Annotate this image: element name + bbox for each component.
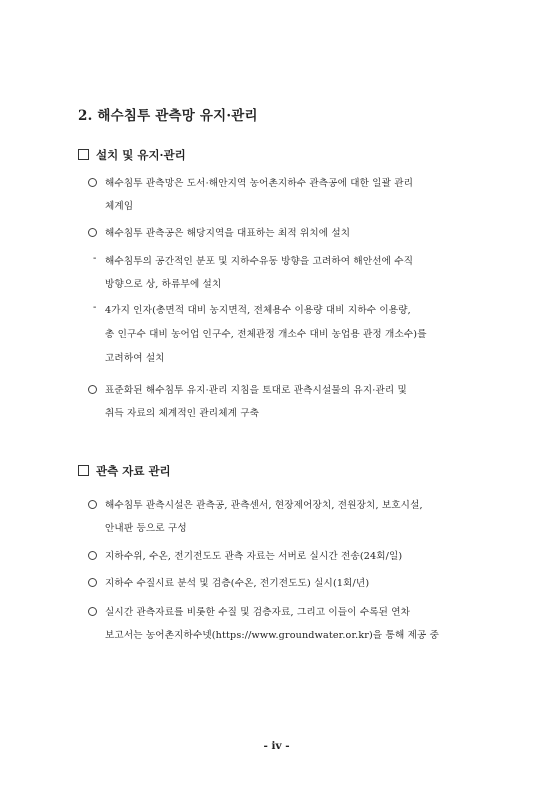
checkbox-square-icon bbox=[78, 465, 89, 476]
item-line: 고려하여 설치 bbox=[105, 353, 165, 364]
section-1-title: 설치 및 유지·관리 bbox=[96, 148, 186, 162]
section-title-installation bbox=[78, 147, 186, 163]
item-line: 해수침투 관측공은 해당지역을 대표하는 최적 위치에 설치 bbox=[105, 228, 351, 239]
circle-bullet-icon bbox=[88, 500, 97, 509]
circle-bullet-icon bbox=[88, 228, 97, 237]
item-line: 4가지 인자(총면적 대비 농지면적, 전체용수 이용량 대비 지하수 이용량, bbox=[105, 305, 411, 316]
page-number: - iv - bbox=[263, 740, 290, 752]
circle-bullet-icon bbox=[88, 178, 97, 187]
item-line: 해수침투의 공간적인 분포 및 지하수유동 방향을 고려하여 해안선에 수직 bbox=[105, 256, 414, 267]
circle-bullet-icon bbox=[88, 385, 97, 394]
item-line: 실시간 관측자료를 비롯한 수질 및 검층자료, 그리고 이들이 수록된 연차 bbox=[105, 607, 411, 618]
item-line: 안내판 등으로 구성 bbox=[105, 523, 187, 534]
item-line: 방향으로 상, 하류부에 설치 bbox=[105, 279, 222, 290]
page-heading: 2. 해수침투 관측망 유지·관리 bbox=[78, 108, 258, 124]
item-line: 해수침투 관측시설은 관측공, 관측센서, 현장제어장치, 전원장치, 보호시설, bbox=[105, 500, 423, 511]
dash-bullet-icon: - bbox=[93, 302, 97, 313]
item-line: 총 인구수 대비 농어업 인구수, 전체관정 개소수 대비 농업용 관정 개소수)를 bbox=[105, 329, 427, 340]
item-line: 체계임 bbox=[105, 201, 134, 212]
checkbox-square-icon bbox=[78, 149, 89, 160]
item-line: 지하수 수질시료 분석 및 검층(수온, 전기전도도) 실시(1회/년) bbox=[105, 578, 370, 589]
circle-bullet-icon bbox=[88, 551, 97, 560]
dash-bullet-icon: - bbox=[93, 253, 97, 264]
circle-bullet-icon bbox=[88, 607, 97, 616]
item-line: 해수침투 관측망은 도서·해안지역 농어촌지하수 관측공에 대한 일괄 관리 bbox=[105, 178, 414, 189]
circle-bullet-icon bbox=[88, 578, 97, 587]
item-line: 표준화된 해수침투 유지·관리 지침을 토대로 관측시설물의 유지·관리 및 bbox=[105, 385, 407, 396]
section-title-data-management bbox=[78, 463, 171, 479]
item-line: 취득 자료의 체계적인 관리체계 구축 bbox=[105, 408, 260, 419]
item-line: 지하수위, 수온, 전기전도도 관측 자료는 서버로 실시간 전송(24회/일) bbox=[105, 551, 403, 562]
section-2-title: 관측 자료 관리 bbox=[96, 464, 171, 478]
item-line: 보고서는 농어촌지하수넷(https://www.groundwater.or.kr)을 통해 제공 중 bbox=[105, 630, 440, 641]
